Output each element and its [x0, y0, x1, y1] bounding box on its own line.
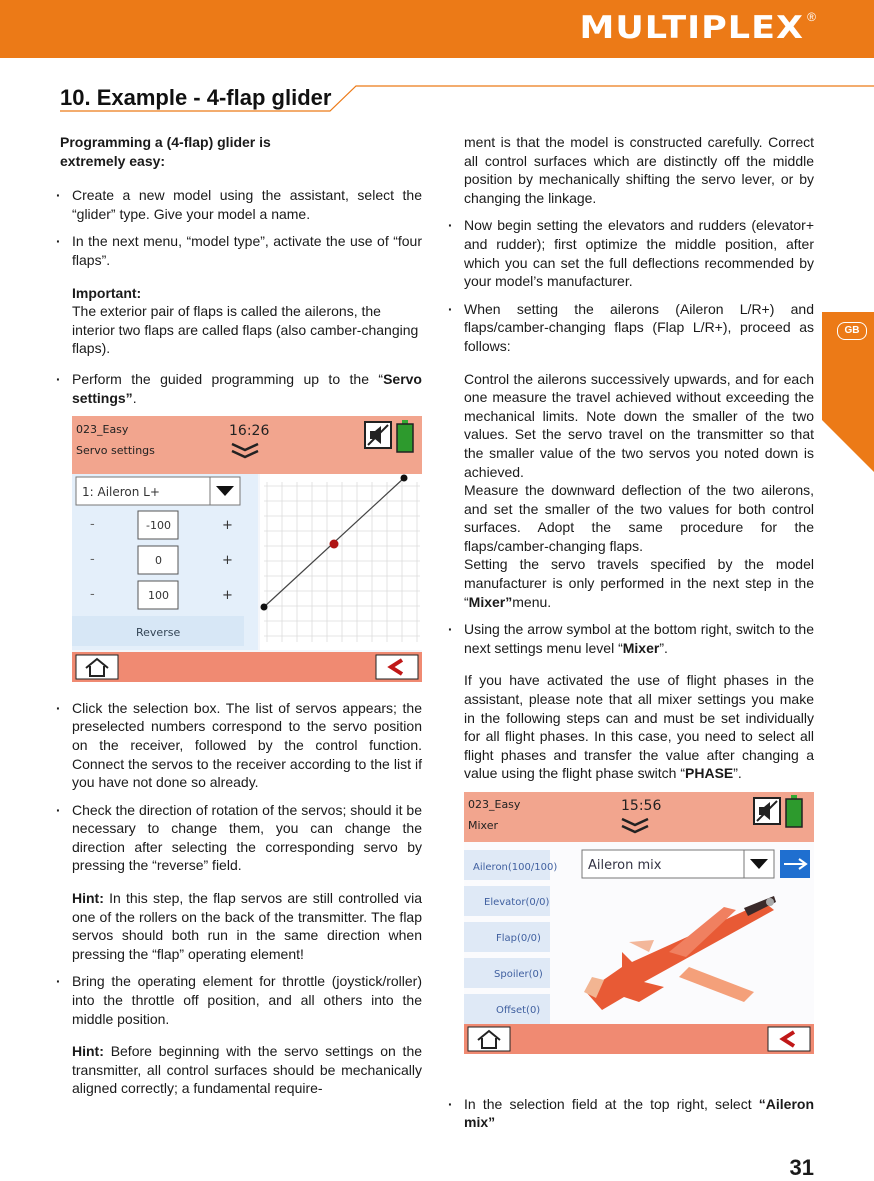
step-check-direction: · Check the direction of rotation of the servos; should it be necessary to change them, you can change the direction after selecting the corresponding servo by pressing the “reverse” field. — [60, 801, 422, 875]
mixer-screenshot — [464, 792, 814, 1059]
intro-line-2: extremely easy: — [60, 152, 166, 169]
step-guided-programming: · Perform the guided programming up to the “Servo settings”. — [60, 370, 422, 407]
step-ailerons-flaps: · When setting the ailerons (Aileron L/R+) and flaps/camber-changing flaps (Flap L/R+), proceed as follows: — [452, 300, 814, 356]
mixer-label-spoiler: Spoiler(0) — [494, 969, 543, 980]
step-throttle-off: · Bring the operating element for throttle (joystick/roller) into the throttle off position, and all others into the middle position. — [60, 972, 422, 1028]
reverse-label: Reverse — [136, 626, 181, 640]
continuation-text: ment is that the model is constructed carefully. Correct all control surfaces which are distinctly off the middle position by mechanically shifting the servo lever, or by changing the linkage. — [464, 134, 814, 206]
right-column — [452, 133, 814, 1141]
registered-mark: ® — [807, 10, 816, 24]
back-button[interactable] — [376, 655, 418, 679]
menu-name: Servo settings — [76, 444, 155, 458]
servo-settings-screenshot — [72, 416, 422, 687]
model-name: 023_Easy — [468, 798, 521, 811]
hint-mechanical-alignment: Hint: Before beginning with the servo settings on the transmitter, all control surfaces should be mechanically aligned correctly; a fundamental require- — [72, 1043, 423, 1097]
important-label: Important: — [72, 284, 142, 301]
intro-line-1: Programming a (4-flap) glider is — [60, 134, 271, 150]
minus-button-2[interactable]: - — [90, 552, 95, 568]
mute-speaker-icon[interactable] — [365, 422, 391, 448]
mute-speaker-icon[interactable] — [754, 798, 780, 824]
page-number: 31 — [789, 1155, 814, 1180]
plus-button-1[interactable]: + — [222, 518, 233, 534]
mixer-label-elevator: Elevator(0/0) — [484, 897, 550, 908]
minus-button-3[interactable]: - — [90, 587, 95, 603]
flight-phases-text: If you have activated the use of flight phases in the assistant, please note that all mixer settings you make in the following steps can and must be set individually for all flight phases. In this case, you need to select all flight phases and transfer the value after changing a value using the flight phase switch “PHASE”. — [464, 672, 814, 782]
mixer-label-aileron: Aileron(100/100) — [473, 862, 558, 873]
aileron-downwards-text: Measure the downward deflection of the two ailerons, and set the smaller of the two values for both control surfaces. Adopt the same procedure for the flaps/camber-changing flaps. — [464, 482, 814, 554]
servo-select-value: 1: Aileron L+ — [82, 485, 160, 500]
battery-icon — [397, 420, 413, 452]
model-name: 023_Easy — [76, 423, 129, 437]
aileron-upwards-text: Control the ailerons successively upwards, and for each one measure the travel achieved without exceeding the mechanical limits. Note down the smaller of the two values. Set the servo travel on the transmitter so that the smaller value of the two servos you noted down is achieved. — [464, 370, 814, 480]
battery-icon — [786, 795, 802, 827]
curve-point-high — [401, 475, 408, 482]
value-text-1: -100 — [146, 519, 171, 533]
step-elevator-rudder: · Now begin setting the elevators and rudders (elevator+ and rudder); first optimize the middle position, after which you can set the full deflections recommended by your model’s manufacturer. — [452, 216, 814, 290]
menu-name: Mixer — [468, 819, 499, 832]
language-label: GB — [837, 322, 867, 340]
servo-travel-text: Setting the servo travels specified by the model manufacturer is only performed in the next step in the “Mixer”menu. — [464, 556, 814, 610]
curve-point-low — [261, 604, 268, 611]
section-title: 10. Example - 4-flap glider — [60, 85, 332, 110]
curve-point-center — [330, 540, 339, 549]
important-note — [72, 284, 422, 358]
clock: 15:56 — [621, 798, 662, 814]
back-button[interactable] — [768, 1027, 810, 1051]
mixer-select-value: Aileron mix — [588, 858, 662, 873]
mixer-label-flap: Flap(0/0) — [496, 933, 541, 944]
value-text-2: 0 — [155, 554, 162, 568]
step-switch-to-mixer: · Using the arrow symbol at the bottom right, switch to the next settings menu level “Mixer”. — [452, 620, 814, 657]
multiplex-logo: MULTIPLEX — [579, 10, 804, 46]
intro-heading — [60, 133, 422, 170]
minus-button-1[interactable]: - — [90, 517, 95, 533]
step-create-model: · Create a new model using the assistant, select the “glider” type. Give your model a name. — [60, 186, 422, 223]
value-text-3: 100 — [148, 589, 169, 603]
mixer-label-offset: Offset(0) — [496, 1005, 541, 1016]
servo-curve-graph — [260, 474, 422, 650]
clock: 16:26 — [229, 423, 270, 440]
screen-bottom-bar — [72, 652, 422, 682]
hint-flap-servos: Hint: In this step, the flap servos are still controlled via one of the rollers on the back of the transmitter. The flap servos should both run in the same direction when pressing the “flap” operating element! — [72, 890, 422, 962]
step-selection-box: · Click the selection box. The list of servos appears; the preselected numbers correspond to the servo position on the receiver, followed by the control function. Connect the servos to the receiver according to the list if you have not done so already. — [60, 699, 422, 792]
step-select-aileron-mix: · In the selection field at the top right, select “Aileron mix” — [452, 1095, 814, 1132]
step-model-type: · In the next menu, “model type”, activate the use of “four flaps”. — [60, 232, 422, 269]
plus-button-2[interactable]: + — [222, 553, 233, 569]
screen-bottom-bar — [464, 1024, 814, 1054]
left-column — [60, 133, 422, 1107]
plus-button-3[interactable]: + — [222, 588, 233, 604]
important-text: The exterior pair of flaps is called the ailerons, the interior two flaps are called flaps (also camber-changing flaps). — [72, 303, 419, 357]
